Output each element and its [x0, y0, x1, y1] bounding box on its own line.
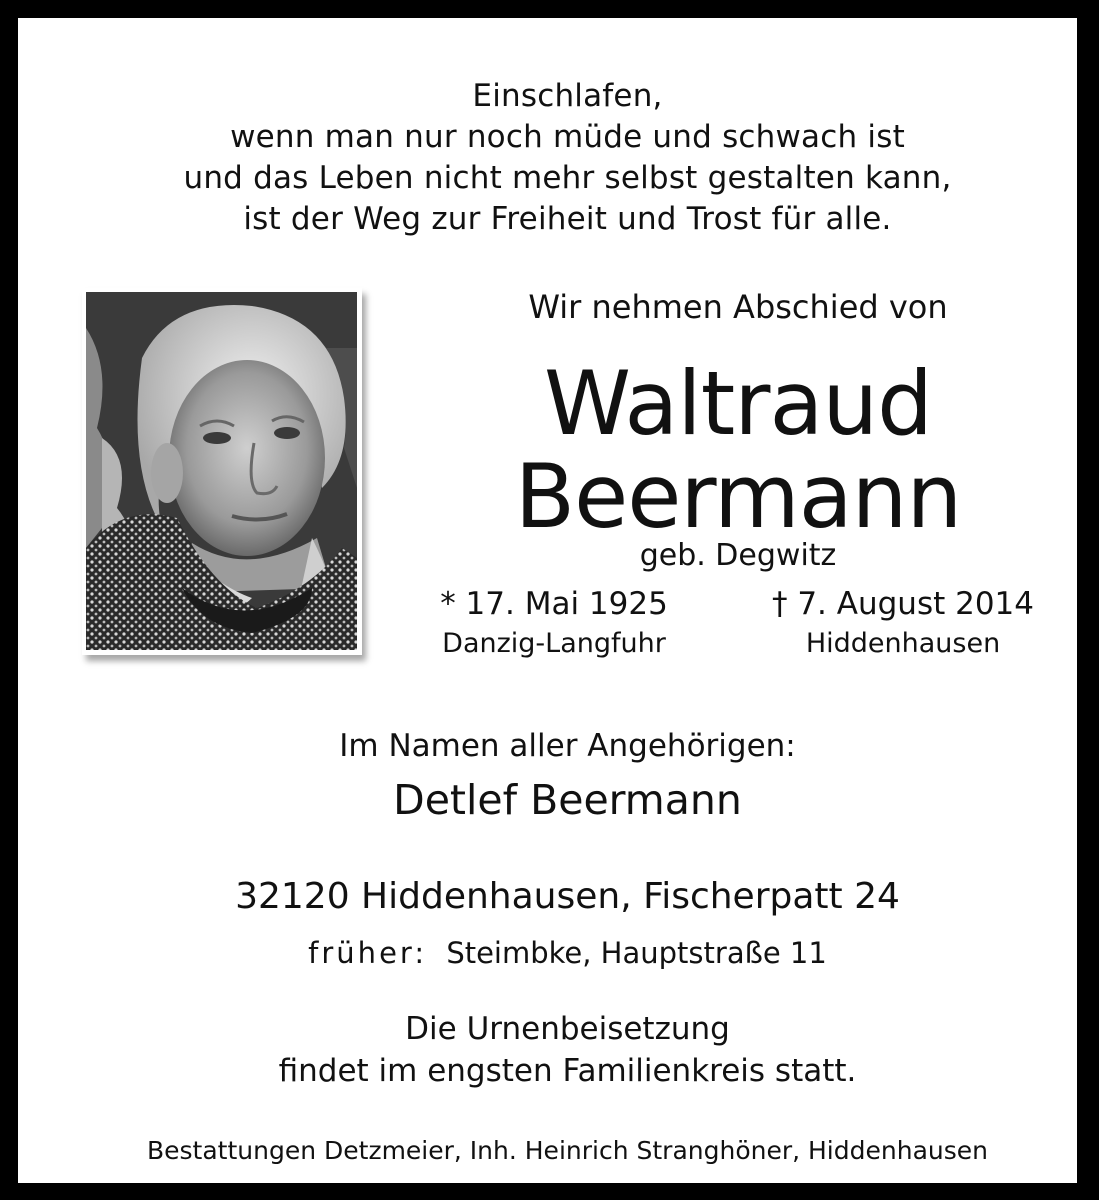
relatives-intro: Im Namen aller Angehörigen: [339, 728, 796, 764]
poem-line: wenn man nur noch müde und schwach ist [230, 119, 905, 155]
former-address-value: Steimbke, Hauptstraße 11 [446, 936, 827, 970]
former-address [18, 936, 1099, 970]
burial-line: Die Urnenbeisetzung [405, 1011, 730, 1047]
maiden-name: geb. Degwitz [639, 538, 837, 573]
birth-date: * 17. Mai 1925 [440, 586, 668, 622]
death-place: Hiddenhausen [805, 628, 1001, 659]
poem-line: und das Leben nicht mehr selbst gestalten kann, [183, 160, 952, 196]
death-date: † 7. August 2014 [771, 586, 1035, 622]
burial-note [18, 1008, 1099, 1092]
deceased-last-name: Beermann [514, 445, 962, 548]
poem-line: ist der Weg zur Freiheit und Trost für alle. [243, 201, 892, 237]
farewell-intro: Wir nehmen Abschied von [528, 288, 948, 326]
undertaker-line: Bestattungen Detzmeier, Inh. Heinrich Stranghöner, Hiddenhausen [147, 1136, 988, 1165]
poem-line: Einschlafen, [472, 78, 663, 114]
former-address-label: früher: [308, 936, 428, 970]
signatory-address: 32120 Hiddenhausen, Fischerpatt 24 [235, 876, 900, 917]
signatory-name: Detlef Beermann [393, 776, 742, 824]
portrait-photo [82, 288, 362, 655]
deceased-first-name: Waltraud [544, 352, 932, 455]
burial-line: findet im engsten Familienkreis statt. [278, 1053, 857, 1089]
poem [18, 76, 1099, 240]
birth-place: Danzig-Langfuhr [442, 628, 666, 659]
